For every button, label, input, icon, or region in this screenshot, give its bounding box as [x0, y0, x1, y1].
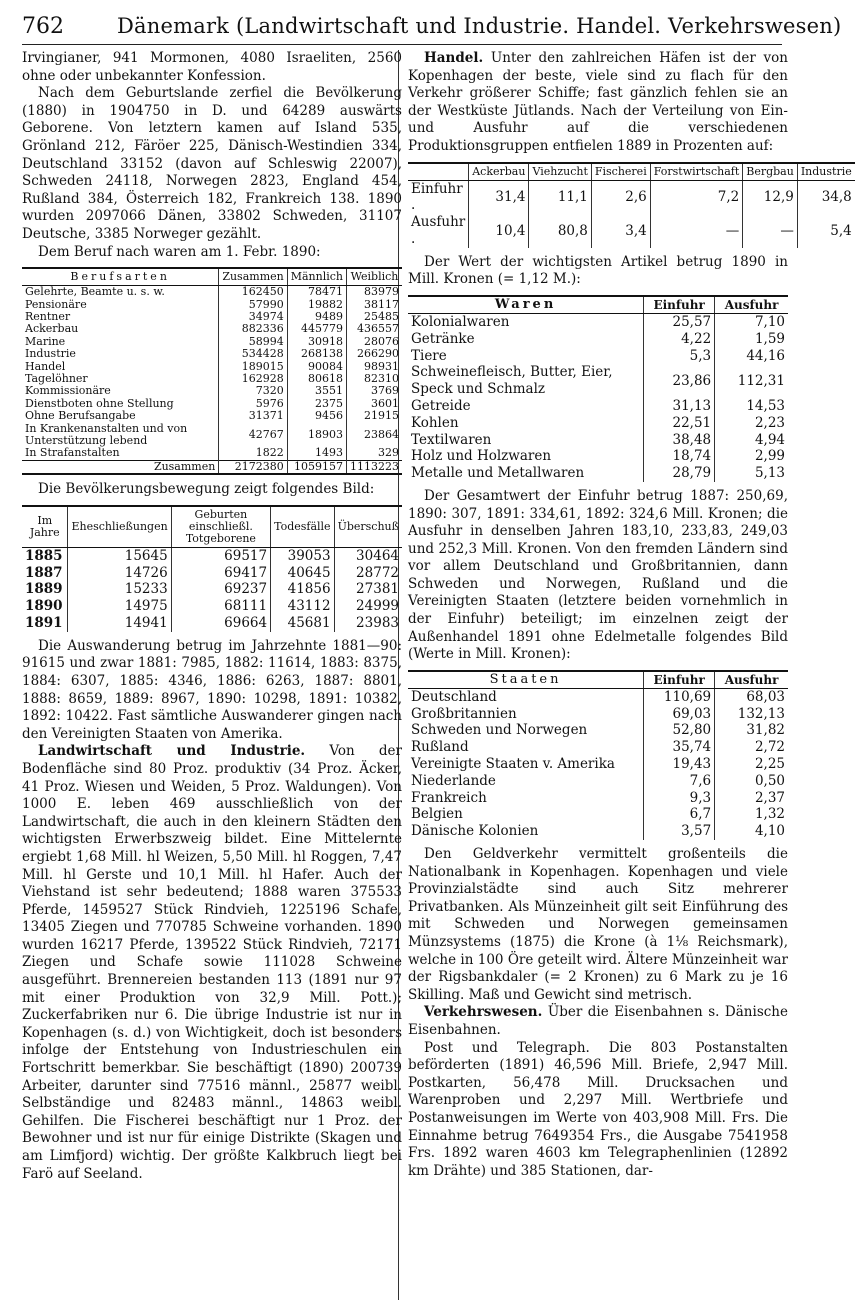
agriculture-heading: Landwirtschaft und Industrie. — [38, 743, 306, 760]
row-label: 1890 — [25, 598, 63, 615]
table-cell: 25,57 — [644, 313, 715, 330]
table-row — [408, 180, 855, 214]
table-row — [408, 823, 788, 840]
table-row — [408, 214, 855, 248]
table-row — [408, 398, 788, 415]
table-cell: 23983 — [334, 615, 402, 632]
row-label: Tiere — [411, 347, 447, 364]
total-all: 2172380 — [219, 460, 287, 474]
col-header-export: Ausfuhr — [715, 671, 788, 689]
row-label: Holz und Holzwaren — [411, 448, 552, 465]
row-label: Ohne Berufsangabe — [25, 409, 136, 423]
row-label: Schweden und Norwegen — [411, 722, 588, 739]
table-cell: 80,8 — [529, 214, 591, 248]
production-rows — [408, 180, 855, 248]
occupation-rows — [22, 286, 402, 461]
table-cell: 5,4 — [797, 214, 854, 248]
value-intro: Der Wert der wichtigsten Artikel betrug 1890 in Mill. Kronen (= 1,12 M.): — [408, 253, 788, 288]
agriculture-body: Von der Bodenfläche sind 80 Proz. produktiv (34 Proz. Äcker, 41 Proz. Wiesen und Weiden, 5 Proz. Waldungen). Von 1000 E. leben 469 ausschließlich von der Landwirtschaft, die auch in den kleinern Städten den wichtigsten Erwerbszweig bildet. Eine Mittelernte ergiebt 1,68 Mill. hl Weizen, 5,50 Mill. hl Roggen, 7,47 Mill. hl Gerste und 10,1 Mill. hl Hafer. Auch der Viehstand ist sehr bedeutend; 1888 waren 375533 Pferde, 1459527 Stück Rindvieh, 1225196 Schafe, 13405 Ziegen und 770785 Schweine vorhanden. 1890 wurden 16217 Pferde, 139522 Stück Rindvieh, 72171 Ziegen und Schafe sowie 111028 Schweine ausgeführt. Brennereien bestanden 113 (1891 nur 97 mit einer Produktion von 32,9 Mill. Pott.); Zuckerfabriken nur 6. Die übrige Industrie ist nur in Kopenhagen (s. d.) von Wichtigkeit, doch ist besonders infolge der Entstehung von Industrieschulen ein Fortschritt bemerkbar. Sie beschäftigt (1890) 200739 Arbeiter, darunter sind 77516 männl., 25877 weibl. Selbständige und 82483 männl., 14863 weibl. Gehilfen. Die Fischerei beschäftigt nur 1 Proz. der Bewohner und ist nur für einige Distrikte (Skagen und am Limfjord) wichtig. Der größte Kalkbruch liegt bei Farö auf Seeland. — [22, 743, 402, 1182]
col-header-import: Einfuhr — [644, 296, 715, 314]
table-cell: 14941 — [68, 615, 171, 632]
table-row — [22, 323, 402, 335]
table-row — [22, 581, 402, 598]
table-cell: 1493 — [287, 447, 346, 460]
row-label: Belgien — [411, 806, 463, 823]
table-cell: 68111 — [171, 598, 270, 615]
occupation-total-row — [22, 460, 402, 474]
col-header-industry: Industrie — [797, 163, 854, 181]
post-telegraph-paragraph: Post und Telegraph. Die 803 Postanstalten beförderten (1891) 46,596 Mill. Briefe, 2,947 Mill. Postkarten, 56,478 Mill. Drucksachen und Warenproben und 2,297 Mill. Wertbriefe und Postanweisungen im Werte von 403,908 Mill. Frs. Die Einnahme betrug 7649354 Frs., die Ausgabe 7541958 Frs. 1892 waren 4603 km Telegraphenlinien (12892 km Drähte) und 385 Stationen, dar- — [408, 1039, 788, 1179]
running-title: Dänemark (Landwirtschaft und Industrie. Handel. Verkehrswesen) — [117, 14, 842, 38]
table-cell: 80618 — [287, 373, 346, 385]
col-header-male: Männlich — [287, 268, 346, 286]
table-cell: 162450 — [219, 286, 287, 299]
table-cell: 34974 — [219, 311, 287, 323]
table-row — [22, 286, 402, 299]
table-cell: 68,03 — [715, 688, 788, 705]
left-column — [22, 50, 402, 1183]
table-cell: 21915 — [347, 410, 403, 422]
movement-rows — [22, 547, 402, 631]
table-cell: 882336 — [219, 323, 287, 335]
table-cell: 31371 — [219, 410, 287, 422]
table-cell: 25485 — [347, 311, 403, 323]
row-label: Ackerbau — [25, 322, 79, 336]
table-cell: 52,80 — [644, 722, 715, 739]
table-row — [22, 447, 402, 460]
table-cell: 28,79 — [644, 465, 715, 482]
row-label: Rußland — [411, 739, 469, 756]
table-cell: 41856 — [271, 581, 334, 598]
table-cell: 98931 — [347, 361, 403, 373]
col-header-farming: Ackerbau — [469, 163, 529, 181]
table-row — [22, 615, 402, 632]
table-cell: 78471 — [287, 286, 346, 299]
col-header-mining: Bergbau — [743, 163, 798, 181]
table-cell: 28772 — [334, 565, 402, 582]
table-cell: 7,10 — [715, 313, 788, 330]
table-row — [22, 423, 402, 448]
table-cell: 2,37 — [715, 790, 788, 807]
table-cell: 3551 — [287, 385, 346, 397]
table-cell: 3601 — [347, 398, 403, 410]
table-row — [408, 415, 788, 432]
table-cell: 69237 — [171, 581, 270, 598]
table-cell: 30464 — [334, 547, 402, 564]
table-cell: 15645 — [68, 547, 171, 564]
table-cell: 42767 — [219, 423, 287, 448]
table-cell: 45681 — [271, 615, 334, 632]
row-label: Ausfuhr . — [411, 214, 466, 247]
row-label: Industrie — [25, 347, 76, 361]
table-cell: 27381 — [334, 581, 402, 598]
row-label: Rentner — [25, 309, 71, 323]
agriculture-paragraph — [22, 743, 402, 1183]
table-cell: 57990 — [219, 299, 287, 311]
table-cell: 19,43 — [644, 756, 715, 773]
col-header-occupation: Berufsarten — [22, 268, 219, 286]
table-row — [22, 299, 402, 311]
page-number: 762 — [22, 14, 64, 39]
table-cell: 69664 — [171, 615, 270, 632]
table-cell: — — [743, 214, 798, 248]
row-label: Niederlande — [411, 772, 496, 789]
col-header-export: Ausfuhr — [715, 296, 788, 314]
total-female: 1113223 — [347, 460, 403, 474]
table-cell: 5,3 — [644, 348, 715, 365]
table-row — [22, 385, 402, 397]
col-header-births: Geburten einschließl. Totgeborene — [171, 506, 270, 548]
row-label: 1887 — [25, 564, 63, 581]
occupation-table — [22, 267, 402, 475]
table-row — [408, 364, 788, 398]
col-header-fishery: Fischerei — [591, 163, 650, 181]
row-label: Dienstboten ohne Stellung — [25, 396, 174, 410]
table-cell: 39053 — [271, 547, 334, 564]
table-cell: 69517 — [171, 547, 270, 564]
table-cell: 10,4 — [469, 214, 529, 248]
table-cell: 1,32 — [715, 806, 788, 823]
col-header-total: Zusammen — [219, 268, 287, 286]
row-label: 1889 — [25, 581, 63, 598]
table-row — [408, 706, 788, 723]
table-row — [408, 348, 788, 365]
table-cell: 9489 — [287, 311, 346, 323]
table-cell: — — [650, 214, 743, 248]
row-label: Einfuhr . — [411, 180, 463, 214]
row-label: Marine — [25, 334, 66, 348]
transport-paragraph — [408, 1004, 788, 1039]
total-label: Zusammen — [22, 460, 219, 474]
col-header-female: Weiblich — [347, 268, 403, 286]
table-row — [408, 773, 788, 790]
table-cell: 18,74 — [644, 448, 715, 465]
table-cell: 31,82 — [715, 722, 788, 739]
movement-intro: Die Bevölkerungsbewegung zeigt folgendes Bild: — [38, 481, 375, 498]
table-cell: 266290 — [347, 348, 403, 360]
table-row — [408, 688, 788, 705]
table-cell: 162928 — [219, 373, 287, 385]
row-label: Kolonialwaren — [411, 313, 510, 330]
right-column — [408, 50, 852, 1180]
table-cell: 2,25 — [715, 756, 788, 773]
table-cell: 2,99 — [715, 448, 788, 465]
emigration-paragraph: Die Auswanderung betrug im Jahrzehnte 1881—90: 91615 und zwar 1881: 7985, 1882: 11614, 1883: 8375, 1884: 6307, 1885: 4346, 1886: 6263, 1887: 8801, 1888: 8659, 1889: 8967, 1890: 10298, 1891: 10382, 1892: 10422. Fast sämtliche Auswanderer gingen nach den Vereinigten Staaten von Amerika. — [22, 637, 402, 742]
table-row — [22, 348, 402, 360]
table-cell: 9456 — [287, 410, 346, 422]
table-cell: 189015 — [219, 361, 287, 373]
production-table-header — [408, 163, 855, 181]
col-header-surplus: Überschuß — [334, 506, 402, 548]
row-label: Kommissionäre — [25, 384, 111, 398]
table-cell: 14975 — [68, 598, 171, 615]
table-cell: 40645 — [271, 565, 334, 582]
row-label: Kohlen — [411, 414, 459, 431]
table-row — [408, 432, 788, 449]
table-cell: 7320 — [219, 385, 287, 397]
movement-table-header — [22, 506, 402, 548]
col-header-blank — [408, 163, 469, 181]
table-row — [22, 311, 402, 323]
birthplace-paragraph: Nach dem Geburtslande zerfiel die Bevölkerung (1880) in 1904750 in D. und 64289 auswärts Geborene. Von letztern kamen auf Island 535, Grönland 212, Färöer 225, Dänisch-Westindien 334, Deutschland 33152 (davon auf Schleswig 22007), Schweden 24118, Norwegen 2823, England 454, Rußland 384, Österreich 182, Frankreich 138. 1890 wurden 2097066 Dänen, 33802 Schweden, 31107 Deutsche, 3385 Norweger gezählt. — [22, 85, 402, 242]
countries-table-header — [408, 671, 788, 689]
table-row — [22, 598, 402, 615]
table-cell: 110,69 — [644, 688, 715, 705]
table-cell: 83979 — [347, 286, 403, 299]
row-label: Gelehrte, Beamte u. s. w. — [25, 285, 165, 299]
occupation-table-header — [22, 268, 402, 286]
header-rule — [22, 44, 782, 45]
table-row — [408, 756, 788, 773]
total-male: 1059157 — [287, 460, 346, 474]
table-cell: 3769 — [347, 385, 403, 397]
table-cell: 35,74 — [644, 739, 715, 756]
row-label: Vereinigte Staaten v. Amerika — [411, 756, 615, 773]
table-row — [22, 547, 402, 564]
row-label: In Strafanstalten — [25, 446, 120, 460]
table-cell: 268138 — [287, 348, 346, 360]
trade-body: Unter den zahlreichen Häfen ist der von Kopenhagen der beste, viele sind zu flach für den Verkehr größerer Schiffe; fast gänzlich fehlen sie an der Westküste Jütlands. Nach der Verteilung von Ein- und Ausfuhr auf die verschiedenen Produktionsgruppen entfielen 1889 in Prozenten auf: — [408, 50, 788, 154]
row-label: In Krankenanstalten und von Unterstützung lebend — [25, 421, 188, 447]
table-cell: 329 — [347, 447, 403, 460]
countries-table — [408, 670, 788, 840]
table-cell: 5976 — [219, 398, 287, 410]
table-cell: 22,51 — [644, 415, 715, 432]
population-movement-table — [22, 505, 402, 632]
table-cell: 6,7 — [644, 806, 715, 823]
table-cell: 14,53 — [715, 398, 788, 415]
row-label: Getränke — [411, 330, 475, 347]
col-header-goods: Waren — [408, 296, 644, 314]
table-row — [408, 448, 788, 465]
table-cell: 44,16 — [715, 348, 788, 365]
col-header-deaths: Todesfälle — [271, 506, 334, 548]
occupation-intro: Dem Beruf nach waren am 1. Febr. 1890: — [38, 243, 321, 260]
table-cell: 82310 — [347, 373, 403, 385]
goods-rows — [408, 313, 788, 481]
table-cell: 4,94 — [715, 432, 788, 449]
row-label: Handel — [25, 359, 66, 373]
transport-heading: Verkehrswesen. — [424, 1004, 543, 1021]
row-label: Getreide — [411, 397, 471, 414]
table-cell: 445779 — [287, 323, 346, 335]
table-cell: 2,23 — [715, 415, 788, 432]
table-cell: 38,48 — [644, 432, 715, 449]
table-cell: 12,9 — [743, 180, 798, 214]
trade-paragraph — [408, 50, 788, 156]
table-cell: 4,22 — [644, 331, 715, 348]
table-cell: 38117 — [347, 299, 403, 311]
table-row — [408, 313, 788, 330]
goods-table-header — [408, 296, 788, 314]
row-label: 1891 — [25, 615, 63, 631]
table-cell: 2,72 — [715, 739, 788, 756]
table-cell: 7,2 — [650, 180, 743, 214]
table-cell: 1822 — [219, 447, 287, 460]
trade-heading: Handel. — [424, 50, 484, 66]
table-cell: 2375 — [287, 398, 346, 410]
table-row — [408, 465, 788, 482]
money-paragraph: Den Geldverkehr vermittelt großenteils die Nationalbank in Kopenhagen. Kopenhagen und viele Provinzialstädte sind auch Sitz mehrerer Privatbanken. Als Münzeinheit gilt seit Einführung des mit Schweden und Norwegen gemeinsamen Münzsystems (1875) die Krone (à 1⅛ Reichsmark), welche in 100 Öre geteilt wird. Ältere Münzeinheit war der Rigsbankdaler (= 2 Kronen) zu 6 Mark zu je 16 Skilling. Maß und Gewicht sind metrisch. — [408, 846, 788, 1003]
table-row — [22, 565, 402, 582]
table-cell: 90084 — [287, 361, 346, 373]
table-row — [408, 722, 788, 739]
row-label: Deutschland — [411, 688, 497, 705]
table-cell: 112,31 — [715, 364, 788, 398]
row-label: Schweinefleisch, Butter, Eier, Speck und Schmalz — [411, 364, 613, 398]
row-label: 1885 — [25, 547, 63, 564]
row-label: Textilwaren — [411, 431, 492, 448]
col-header-forestry: Forstwirtschaft — [650, 163, 743, 181]
row-label: Metalle und Metallwaren — [411, 465, 585, 482]
table-cell: 19882 — [287, 299, 346, 311]
table-cell: 7,6 — [644, 773, 715, 790]
table-cell: 4,10 — [715, 823, 788, 840]
table-cell: 30918 — [287, 336, 346, 348]
transport-body: Über die Eisenbahnen s. Dänische Eisenbahnen. — [408, 1004, 788, 1038]
table-cell: 23864 — [347, 423, 403, 448]
goods-table — [408, 295, 788, 482]
table-cell: 34,8 — [797, 180, 854, 214]
table-cell: 58994 — [219, 336, 287, 348]
table-cell: 23,86 — [644, 364, 715, 398]
table-cell: 15233 — [68, 581, 171, 598]
table-cell: 9,3 — [644, 790, 715, 807]
table-cell: 436557 — [347, 323, 403, 335]
table-cell: 69417 — [171, 565, 270, 582]
row-label: Pensionäre — [25, 297, 87, 311]
table-row — [408, 790, 788, 807]
table-row — [22, 410, 402, 422]
table-cell: 0,50 — [715, 773, 788, 790]
table-cell: 1,59 — [715, 331, 788, 348]
table-row — [408, 806, 788, 823]
table-cell: 43112 — [271, 598, 334, 615]
table-cell: 534428 — [219, 348, 287, 360]
table-cell: 31,4 — [469, 180, 529, 214]
table-cell: 28076 — [347, 336, 403, 348]
table-cell: 31,13 — [644, 398, 715, 415]
col-header-marriages: Eheschließungen — [68, 506, 171, 548]
row-label: Dänische Kolonien — [411, 823, 539, 840]
col-header-countries: Staaten — [408, 671, 644, 689]
table-cell: 132,13 — [715, 706, 788, 723]
table-cell: 11,1 — [529, 180, 591, 214]
table-cell: 14726 — [68, 565, 171, 582]
page-header — [22, 12, 842, 44]
table-cell: 18903 — [287, 423, 346, 448]
total-trade-paragraph: Der Gesamtwert der Einfuhr betrug 1887: 250,69, 1890: 307, 1891: 334,61, 1892: 324,6 Mill. Kronen; die Ausfuhr in denselben Jahren 183,10, 233,83, 249,03 und 252,3 Mill. Kronen. Von den fremden Ländern sind vor allem Deutschland und Großbritannien, dann Schweden und Norwegen, Rußland und die Vereinigten Staaten (letztere beiden vornehmlich in der Einfuhr) beteiligt; im einzelnen zeigt der Außenhandel 1891 ohne Edelmetalle folgendes Bild (Werte in Mill. Kronen): — [408, 487, 788, 663]
table-cell: 3,4 — [591, 214, 650, 248]
table-cell: 3,57 — [644, 823, 715, 840]
table-row — [408, 331, 788, 348]
countries-rows — [408, 688, 788, 840]
row-label: Frankreich — [411, 789, 487, 806]
production-groups-table — [408, 162, 855, 248]
table-cell: 5,13 — [715, 465, 788, 482]
col-header-year: Im Jahre — [22, 506, 68, 548]
table-row — [22, 336, 402, 348]
table-cell: 2,6 — [591, 180, 650, 214]
table-row — [408, 739, 788, 756]
intro-paragraph: Irvingianer, 941 Mormonen, 4080 Israeliten, 2560 ohne oder unbekannter Konfession. — [22, 50, 402, 84]
col-header-import: Einfuhr — [644, 671, 715, 689]
table-cell: 24999 — [334, 598, 402, 615]
row-label: Tagelöhner — [25, 371, 88, 385]
table-cell: 69,03 — [644, 706, 715, 723]
col-header-livestock: Viehzucht — [529, 163, 591, 181]
row-label: Großbritannien — [411, 705, 517, 722]
